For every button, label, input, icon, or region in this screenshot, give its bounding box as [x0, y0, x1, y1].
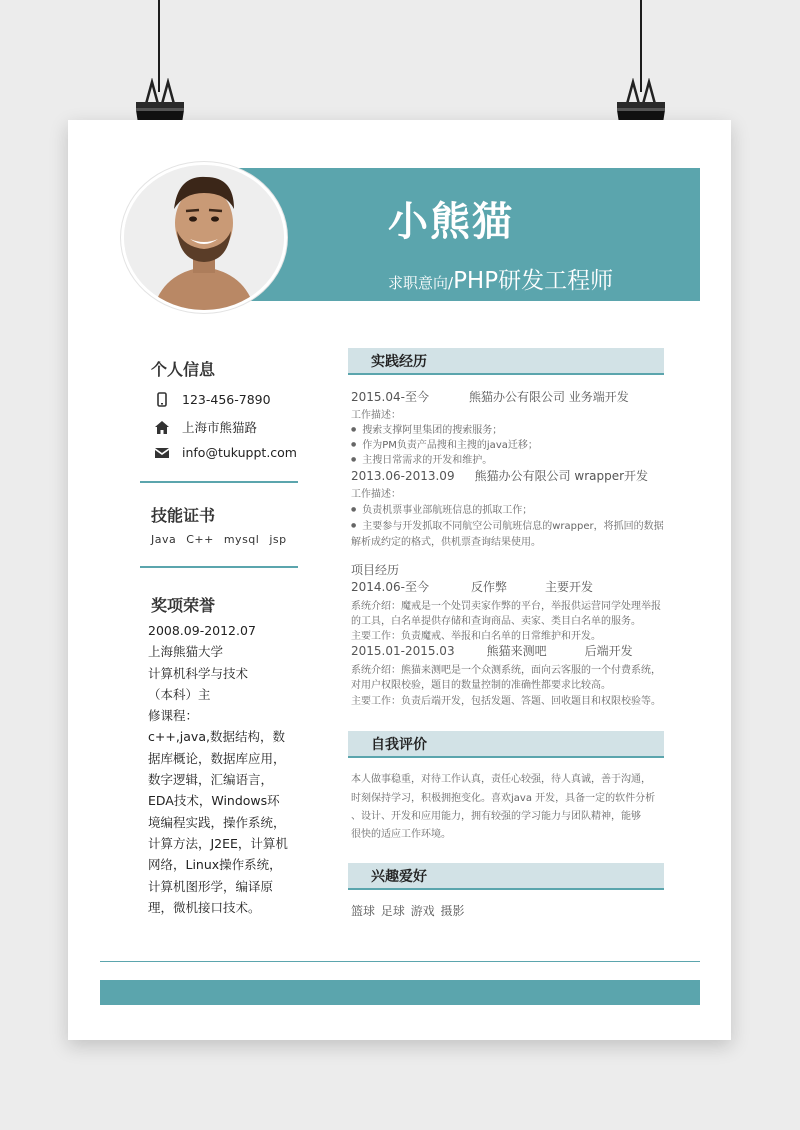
- home-icon: [152, 421, 172, 434]
- job-intent: [388, 262, 613, 295]
- email-text: info@tukuppt.com: [182, 445, 297, 460]
- proj1-line: 主要工作：负责魔戒、举报和白名单的日常维护和开发。: [351, 631, 601, 642]
- job1-bullet: ● 作为PM负责产品搜和主搜的java迁移；: [351, 436, 681, 451]
- proj1-period: 2014.06-至今: [351, 580, 429, 594]
- edu-line: 上海熊猫大学: [148, 644, 224, 660]
- divider-personal: [140, 481, 298, 483]
- job2-company: 熊猫办公有限公司 wrapper开发: [474, 469, 649, 483]
- experience-header: [348, 348, 664, 375]
- self-eval-header: [348, 731, 664, 758]
- address-text: 上海市熊猫路: [182, 420, 258, 435]
- hobbies-text: 篮球 足球 游戏 摄影: [351, 904, 465, 918]
- skills-text: Java C++ mysql jsp: [151, 533, 287, 546]
- edu-line: 修课程：: [148, 708, 199, 724]
- self-eval-line: 本人做事稳重，对待工作认真，责任心较强，待人真诚，善于沟通，: [351, 774, 651, 785]
- edu-line: 网络，Linux操作系统，: [148, 857, 282, 873]
- proj2-role: 后端开发: [584, 644, 633, 658]
- edu-line: 计算机图形学，编译原: [148, 878, 274, 894]
- divider-skills: [140, 566, 298, 568]
- awards-title: 奖项荣誉: [151, 596, 216, 615]
- edu-line: 数字逻辑，汇编语言，: [148, 772, 274, 788]
- self-eval-line: 很快的适应工作环境。: [351, 829, 451, 840]
- job2-extra: 解析成约定的格式，供机票查询结果使用。: [351, 537, 541, 548]
- job1-bullet: ● 搜索支撑阿里集团的搜索服务；: [351, 421, 681, 436]
- experience-title: 实践经历: [371, 354, 427, 370]
- mail-icon: [152, 448, 172, 458]
- self-eval-line: 、设计、开发和应用能力，拥有较强的学习能力与团队精神，能够: [351, 811, 641, 822]
- job2-desc-label: 工作描述：: [351, 489, 401, 500]
- edu-line: c++,java,数据结构，数: [148, 729, 285, 745]
- contact-phone: [152, 392, 271, 407]
- job2-bullet: ● 主要参与开发抓取不同航空公司航班信息的wrapper，将抓回的数据: [351, 517, 681, 532]
- edu-line: 计算方法，J2EE，计算机: [148, 835, 288, 851]
- proj2-period: 2015.01-2015.03: [351, 644, 455, 658]
- proj2-line: 系统介绍：熊猫来测吧是一个众测系统，面向云客服的一个付费系统，: [351, 665, 661, 676]
- edu-line: 据库概论，数据库应用，: [148, 750, 286, 766]
- job1-company: 熊猫办公有限公司 业务端开发: [468, 390, 629, 404]
- job1-period: 2015.04-至今: [351, 390, 429, 404]
- edu-line: 境编程实践，操作系统，: [148, 814, 286, 830]
- phone-number: 123-456-7890: [182, 392, 271, 407]
- edu-line: 计算机科学与技术: [148, 665, 249, 681]
- contact-address: [152, 418, 257, 436]
- phone-icon: [152, 392, 172, 407]
- self-eval-line: 时刻保持学习，积极拥抱变化。喜欢java 开发，具备一定的软件分析: [351, 793, 656, 804]
- proj2-name: 熊猫来测吧: [486, 644, 547, 658]
- job1-desc-label: 工作描述：: [351, 410, 401, 421]
- proj1-header: [351, 578, 681, 595]
- job-intent-label: 求职意向/: [388, 274, 454, 292]
- proj1-name: 反作弊: [470, 580, 507, 594]
- edu-line: 2008.09-2012.07: [148, 623, 256, 638]
- hobbies-header: [348, 863, 664, 890]
- job2-bullet: ● 负责机票事业部航班信息的抓取工作；: [351, 501, 681, 516]
- proj2-line: 主要工作：负责后端开发，包括发题、答题、回收题目和权限校验等。: [351, 696, 661, 707]
- proj2-line: 对用户权限校验，题目的数量控制的准确性都要求比较高。: [351, 680, 611, 691]
- skills-title: 技能证书: [151, 506, 216, 525]
- portrait-photo-icon: [124, 165, 284, 310]
- projects-label: 项目经历: [351, 563, 400, 577]
- job1-header: [351, 388, 681, 405]
- proj1-line: 系统介绍：魔戒是一个处罚卖家作弊的平台，举报供运营同学处理举报: [351, 601, 661, 612]
- hobbies-title: 兴趣爱好: [371, 869, 427, 885]
- job2-header: [351, 467, 681, 484]
- footer-bar: [100, 980, 700, 1005]
- edu-line: （本科）主: [148, 686, 211, 702]
- resume-sheet: [68, 120, 731, 1040]
- job1-bullet: ● 主搜日常需求的开发和维护。: [351, 451, 681, 466]
- proj2-header: [351, 642, 681, 659]
- edu-line: 理，微机接口技术。: [148, 899, 261, 915]
- footer-line: [100, 961, 700, 962]
- edu-line: EDA技术，Windows环: [148, 793, 280, 809]
- job2-period: 2013.06-2013.09: [351, 469, 455, 483]
- avatar: [121, 162, 287, 313]
- education-block: [148, 620, 298, 918]
- self-eval-title: 自我评价: [371, 737, 427, 753]
- candidate-name: 小熊猫: [388, 199, 514, 245]
- proj1-line: 的工具，白名单提供存储和查询商品、卖家、类目白名单的服务。: [351, 616, 641, 627]
- proj1-role: 主要开发: [544, 580, 593, 594]
- job-intent-value: PHP研发工程师: [453, 268, 614, 294]
- personal-info-title: 个人信息: [151, 360, 216, 379]
- contact-email: [152, 445, 297, 460]
